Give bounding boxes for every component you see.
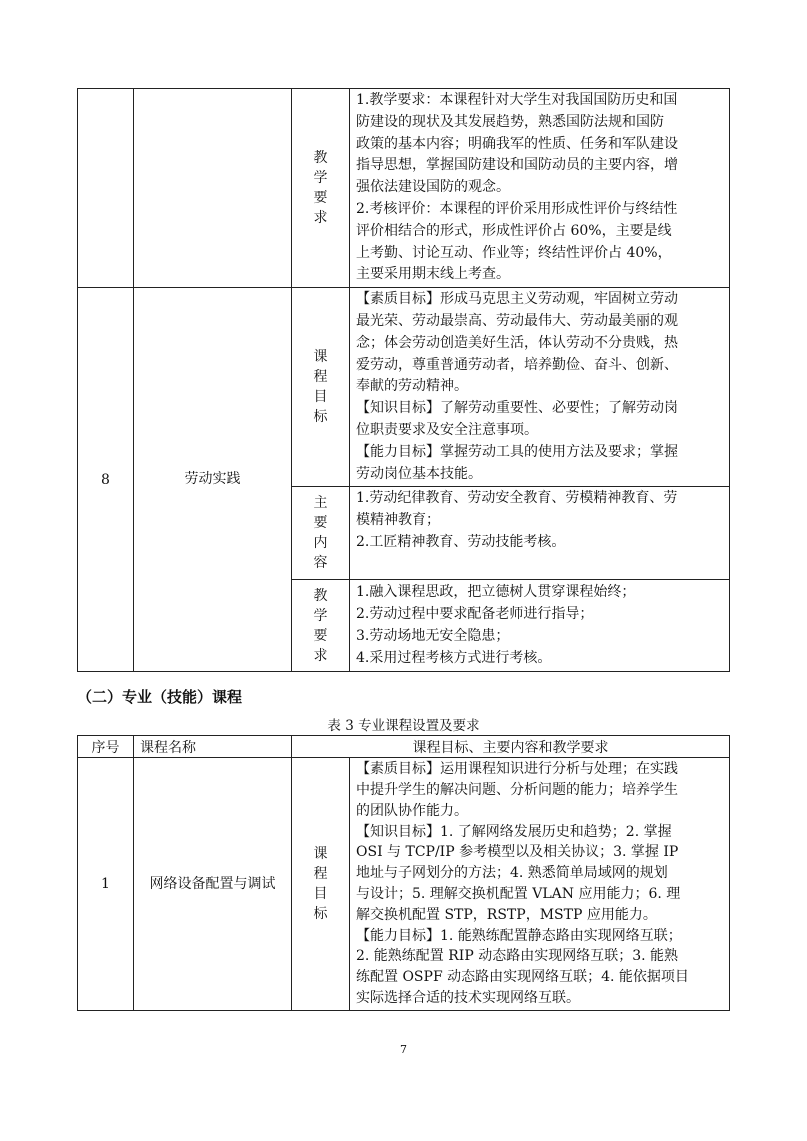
text-line: 2.工匠精神教育、劳动技能考核。 bbox=[356, 533, 566, 550]
text-line: 主要采用期末线上考查。 bbox=[356, 266, 510, 283]
text-line: OSI 与 TCP/IP 参考模型以及相关协议；3. 掌握 IP bbox=[356, 844, 679, 861]
text-line: 1.劳动纪律教育、劳动安全教育、劳模精神教育、劳 bbox=[356, 490, 678, 507]
table-row bbox=[78, 288, 730, 487]
text-line: 政策的基本内容；明确我军的性质、任务和军队建设 bbox=[356, 135, 678, 152]
main-content-text bbox=[350, 487, 730, 580]
row-label-cell bbox=[292, 580, 350, 672]
text-line: 评价相结合的形式，形成性评价占 60%，主要是线 bbox=[356, 222, 672, 239]
text-line: 与设计；5. 理解交换机配置 VLAN 应用能力；6. 理 bbox=[356, 886, 681, 902]
table-header-row bbox=[78, 736, 730, 758]
text-line: 【素质目标】形成马克思主义劳动观，牢固树立劳动 bbox=[356, 291, 678, 308]
row-label-cell bbox=[292, 288, 350, 487]
header-course-name: 课程名称 bbox=[134, 736, 292, 758]
text-line: 3.劳动场地无安全隐患； bbox=[356, 627, 510, 644]
table-row bbox=[78, 758, 730, 1011]
text-line: 2.劳动过程中要求配备老师进行指导； bbox=[356, 606, 594, 623]
text-line: 劳动岗位基本技能。 bbox=[356, 465, 482, 482]
table-row bbox=[78, 89, 730, 288]
text-line: 上考勤、讨论互动、作业等；终结性评价占 40%， bbox=[356, 244, 672, 261]
text-line: 位职责要求及安全注意事项。 bbox=[356, 421, 538, 438]
course-name: 网络设备配置与调试 bbox=[134, 758, 292, 1011]
teaching-requirements-label: 教学要求 bbox=[313, 150, 328, 227]
text-line: 2. 能熟练配置 RIP 动态路由实现网络互联；3. 能熟 bbox=[356, 948, 679, 965]
text-line: 实际选择合适的技术实现网络互联。 bbox=[356, 989, 580, 1006]
course-name: 劳动实践 bbox=[134, 288, 292, 672]
course-goals-label: 课程目标 bbox=[313, 349, 328, 426]
text-line: 练配置 OSPF 动态路由实现网络互联；4. 能依据项目 bbox=[356, 969, 689, 986]
text-line: 地址与子网划分的方法；4. 熟悉简单局域网的规划 bbox=[356, 865, 668, 882]
text-line: 模精神教育； bbox=[356, 512, 440, 529]
text-line: 念；体会劳动创造美好生活，体认劳动不分贵贱，热 bbox=[356, 334, 678, 351]
text-line: 【能力目标】1. 能熟练配置静态路由实现网络互联； bbox=[356, 927, 682, 944]
text-line: 【知识目标】了解劳动重要性、必要性；了解劳动岗 bbox=[356, 400, 678, 417]
course-number: 1 bbox=[78, 758, 134, 1011]
text-line: 【知识目标】1. 了解网络发展历史和趋势；2. 掌握 bbox=[356, 823, 672, 840]
course-goals-label: 课程目标 bbox=[313, 846, 328, 922]
main-content-label: 主要内容 bbox=[313, 495, 328, 572]
table-caption: 表 3 专业课程设置及要求 bbox=[327, 718, 480, 734]
text-line: 中提升学生的解决问题、分析问题的能力；培养学生 bbox=[356, 782, 678, 799]
text-line: 【素质目标】运用课程知识进行分析与处理；在实践 bbox=[356, 761, 678, 778]
text-line: 1.教学要求：本课程针对大学生对我国国防历史和国 bbox=[356, 92, 678, 108]
row-label-cell bbox=[292, 487, 350, 580]
text-line: 爱劳动，尊重普通劳动者，培养勤俭、奋斗、创新、 bbox=[356, 356, 678, 373]
row-label-cell bbox=[292, 758, 350, 1011]
professional-course-table bbox=[77, 735, 730, 1011]
text-line: 强依法建设国防的观念。 bbox=[356, 179, 510, 196]
text-line: 解交换机配置 STP，RSTP，MSTP 应用能力。 bbox=[356, 906, 657, 923]
course-table-continued bbox=[77, 88, 730, 672]
text-line: 的团队协作能力。 bbox=[356, 802, 468, 819]
text-line: 奉献的劳动精神。 bbox=[356, 378, 468, 395]
text-line: 2.考核评价：本课程的评价采用形成性评价与终结性 bbox=[356, 200, 678, 217]
text-line: 1.融入课程思政，把立德树人贯穿课程始终； bbox=[356, 584, 636, 601]
course-number: 8 bbox=[78, 288, 134, 672]
text-line: 最光荣、劳动最崇高、劳动最伟大、劳动最美丽的观 bbox=[356, 312, 678, 329]
row-label-cell bbox=[292, 89, 350, 288]
teaching-requirements-label: 教学要求 bbox=[313, 587, 328, 664]
section-heading: （二）专业（技能）课程 bbox=[77, 688, 243, 706]
course-goals-text bbox=[350, 758, 730, 1011]
teaching-requirements-text bbox=[350, 580, 730, 672]
course-goals-text bbox=[350, 288, 730, 487]
course-number-cell bbox=[78, 89, 134, 288]
course-name-cell bbox=[134, 89, 292, 288]
text-line: 【能力目标】掌握劳动工具的使用方法及要求；掌握 bbox=[356, 443, 678, 460]
text-line: 指导思想，掌握国防建设和国防动员的主要内容，增 bbox=[356, 157, 678, 174]
header-description: 课程目标、主要内容和教学要求 bbox=[292, 736, 730, 758]
text-line: 防建设的现状及其发展趋势，熟悉国防法规和国防 bbox=[356, 113, 664, 130]
teaching-requirements-text bbox=[350, 89, 730, 288]
text-line: 4.采用过程考核方式进行考核。 bbox=[356, 649, 552, 666]
page-number: 7 bbox=[400, 1043, 407, 1056]
header-number: 序号 bbox=[78, 736, 134, 758]
